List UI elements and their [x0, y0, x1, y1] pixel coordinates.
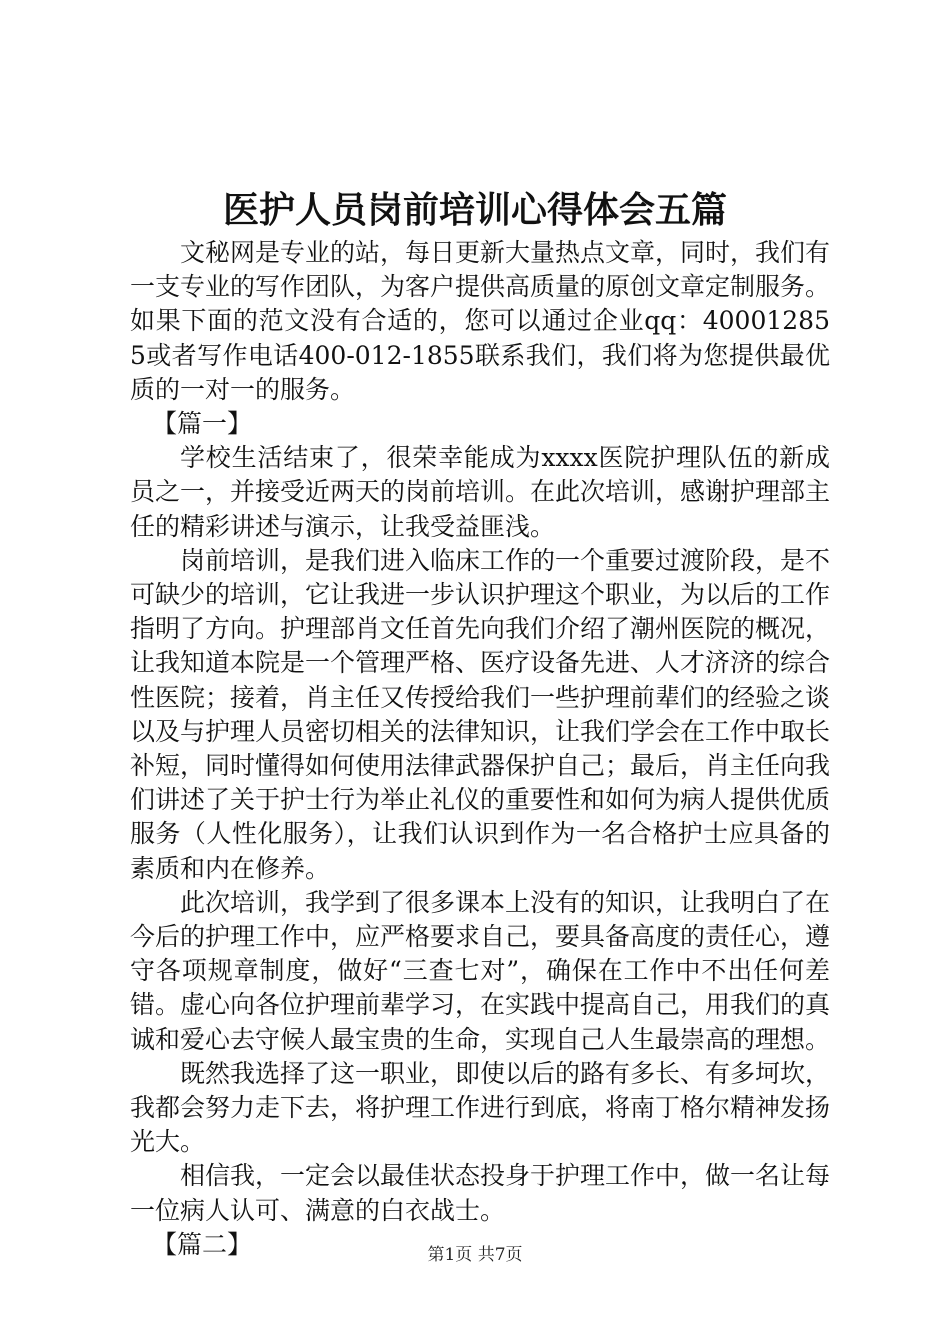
body-paragraph: 学校生活结束了，很荣幸能成为xxxx医院护理队伍的新成员之一，并接受近两天的岗前培训。在此次培训，感谢护理部主任的精彩讲述与演示，让我受益匪浅。: [130, 443, 831, 541]
body-paragraph: 相信我，一定会以最佳状态投身于护理工作中，做一名让每一位病人认可、满意的白衣战士。: [130, 1161, 831, 1225]
section-heading-1: 【篇一】: [152, 409, 253, 439]
page-number-footer: 第1页 共7页: [427, 1245, 523, 1265]
body-paragraph: 既然我选择了这一职业，即使以后的路有多长、有多坷坎，我都会努力走下去，将护理工作进行到底，将南丁格尔精神发扬光大。: [130, 1058, 831, 1157]
intro-paragraph: 文秘网是专业的站，每日更新大量热点文章，同时，我们有一支专业的写作团队，为客户提供高质量的原创文章定制服务。如果下面的范文没有合适的，您可以通过企业qq：400012855或者写作电话400-012-1855联系我们，我们将为您提供最优质的一对一的服务。: [130, 238, 831, 404]
body-paragraph: 岗前培训，是我们进入临床工作的一个重要过渡阶段，是不可缺少的培训，它让我进一步认识护理这个职业，为以后的工作指明了方向。护理部肖文任首先向我们介绍了潮州医院的概况，让我知道本院是一个管理严格、医疗设备先进、人才济济的综合性医院；接着，肖主任又传授给我们一些护理前辈们的经验之谈以及与护理人员密切相关的法律知识，让我们学会在工作中取长补短，同时懂得如何使用法律武器保护自己；最后，肖主任向我们讲述了关于护士行为举止礼仪的重要性和如何为病人提供优质服务（人性化服务），让我们认识到作为一名合格护士应具备的素质和内在修养。: [130, 545, 831, 883]
document-title: 医护人员岗前培训心得体会五篇: [222, 189, 727, 231]
section-heading-2: 【篇二】: [152, 1229, 253, 1259]
body-paragraph: 此次培训，我学到了很多课本上没有的知识，让我明白了在今后的护理工作中，应严格要求自己，要具备高度的责任心，遵守各项规章制度，做好“三查七对”，确保在工作中不出任何差错。虚心向各位护理前辈学习，在实践中提高自己，用我们的真诚和爱心去守候人最宝贵的生命，实现自己人生最崇高的理想。: [130, 887, 831, 1054]
document-body: [130, 236, 830, 1262]
